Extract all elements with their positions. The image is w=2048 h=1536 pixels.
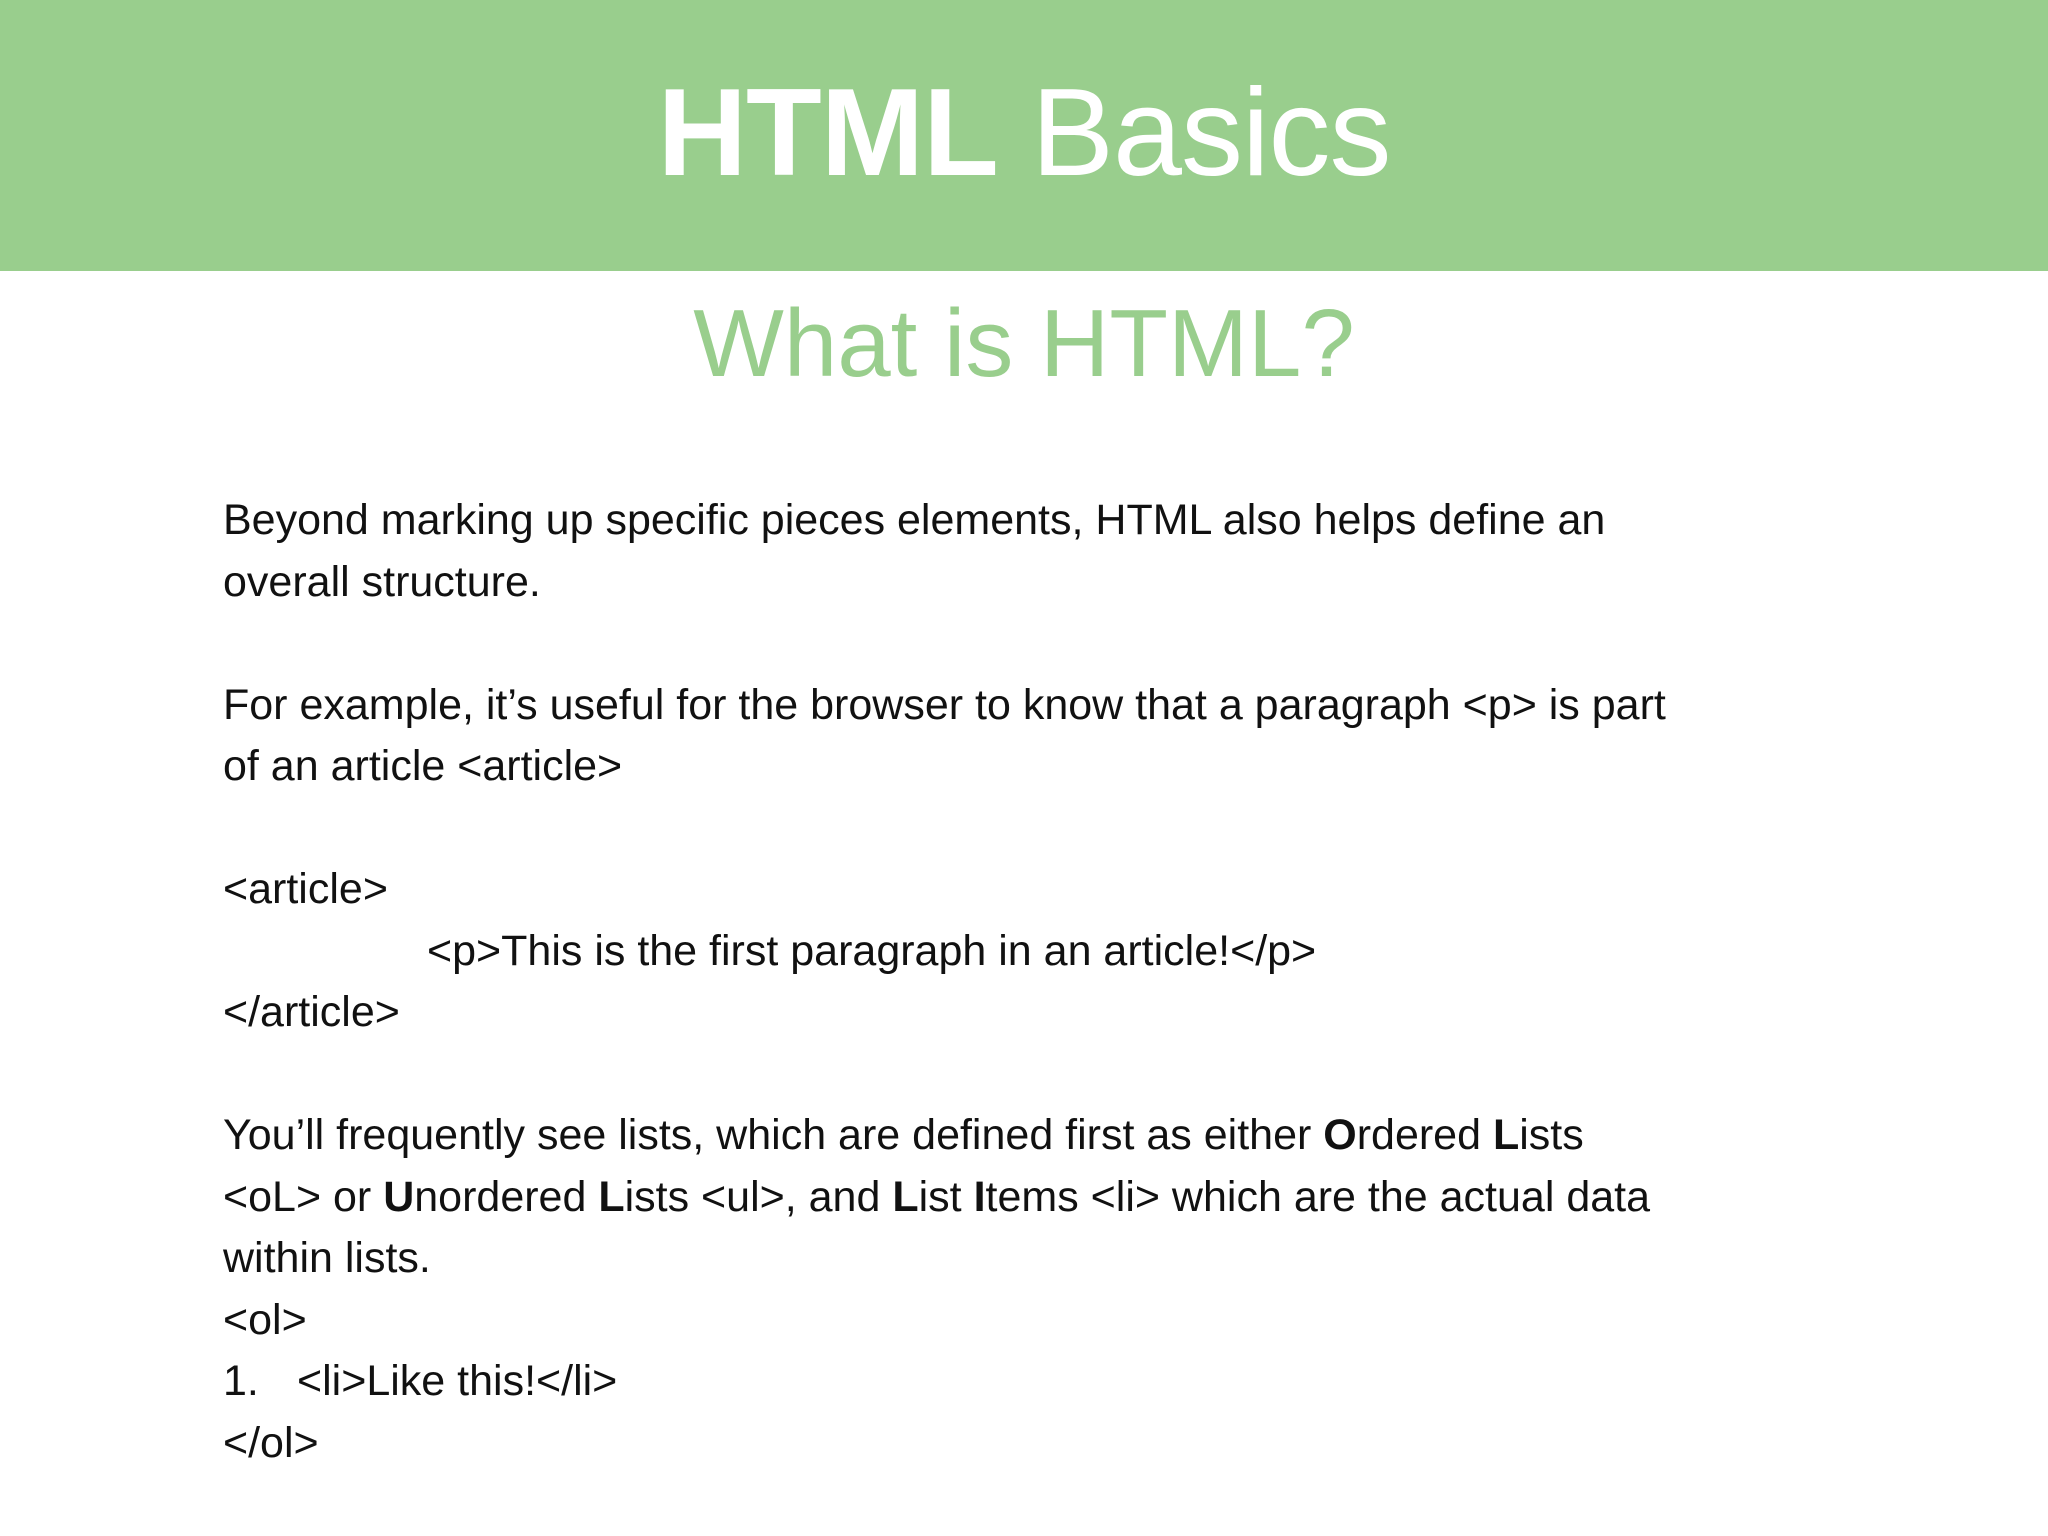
text-run: ists	[1519, 1111, 1584, 1159]
bold-letter: I	[973, 1172, 986, 1221]
text-run: ist	[918, 1172, 974, 1221]
text-run: rdered	[1356, 1111, 1493, 1159]
paragraph-gap	[223, 613, 1863, 675]
slide-subtitle: What is HTML?	[693, 290, 1355, 397]
text-run: You’ll frequently see lists, which are defined first as either	[223, 1111, 1324, 1159]
bold-letter: U	[383, 1172, 415, 1221]
slide-body	[223, 490, 1863, 1474]
code-line: </article>	[223, 988, 400, 1036]
body-text-line: For example, it’s useful for the browser to know that a paragraph <p> is part	[223, 680, 1666, 729]
list-item-text: <li>Like this!</li>	[297, 1357, 618, 1405]
body-text-line: overall structure.	[223, 557, 541, 606]
paragraph-gap	[223, 1044, 1863, 1106]
code-list-item	[223, 1351, 1863, 1413]
text-run: <oL> or	[223, 1172, 384, 1221]
slide-title	[0, 0, 2048, 271]
text-run: nordered	[414, 1172, 599, 1221]
slide-title-bold: HTML	[657, 63, 998, 202]
body-text-line	[223, 1167, 1863, 1229]
body-text-line	[223, 1105, 1863, 1167]
body-text-line: within lists.	[223, 1234, 431, 1282]
list-number: 1.	[223, 1357, 259, 1405]
text-run: ists <ul>, and	[624, 1172, 893, 1221]
code-line: <ol>	[223, 1295, 307, 1344]
body-text-line: of an article <article>	[223, 742, 623, 790]
paragraph-gap	[223, 798, 1863, 860]
code-line-indented: <p>This is the first paragraph in an article!</p>	[427, 926, 1317, 975]
body-text-line: Beyond marking up specific pieces elements, HTML also helps define an	[223, 496, 1606, 544]
bold-letter: L	[892, 1172, 919, 1221]
bold-letter: O	[1323, 1111, 1357, 1159]
code-line: </ol>	[223, 1418, 319, 1467]
code-line: <article>	[223, 865, 388, 913]
slide-title-rest: Basics	[997, 63, 1391, 202]
bold-letter: L	[598, 1172, 625, 1221]
text-run: tems <li> which are the actual data	[985, 1172, 1651, 1221]
bold-letter: L	[1492, 1111, 1520, 1159]
